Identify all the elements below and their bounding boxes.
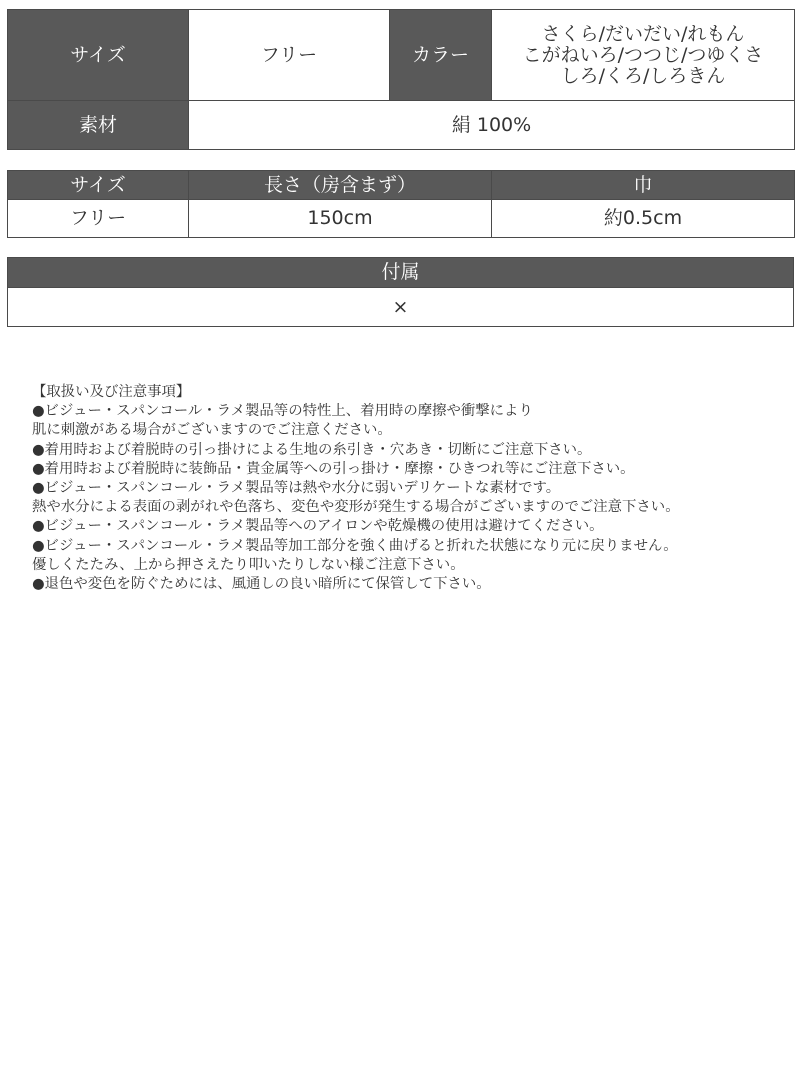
spec-table — [7, 9, 795, 150]
color-value — [492, 10, 795, 101]
dimension-size-value: フリー — [8, 200, 189, 238]
accessory-value: × — [8, 288, 794, 327]
care-notes-title: 【取扱い及び注意事項】 — [32, 384, 191, 400]
care-notes — [32, 383, 792, 594]
care-note-line: ●ビジュー・スパンコール・ラメ製品等加工部分を強く曲げると折れた状態になり元に戻りません。 — [32, 537, 678, 554]
dimension-width-value: 約0.5cm — [492, 200, 795, 238]
dimension-header-length: 長さ（房含まず） — [189, 171, 492, 200]
dimension-header-width: 巾 — [492, 171, 795, 200]
dimension-length-value: 150cm — [189, 200, 492, 238]
dimension-header-size: サイズ — [8, 171, 189, 200]
color-line: こがねいろ/つつじ/つゆくさ — [522, 43, 764, 66]
color-label: カラー — [390, 10, 492, 101]
color-line: しろ/くろ/しろきん — [560, 64, 726, 87]
care-note-line: ●ビジュー・スパンコール・ラメ製品等の特性上、着用時の摩擦や衝撃により — [32, 403, 533, 420]
care-note-line: ●着用時および着脱時の引っ掛けによる生地の糸引き・穴あき・切断にご注意下さい。 — [32, 441, 592, 458]
material-label: 素材 — [8, 101, 189, 150]
care-note-line: ●着用時および着脱時に装飾品・貴金属等への引っ掛け・摩擦・ひきつれ等にご注意下さい。 — [32, 460, 635, 477]
dimension-table — [7, 170, 795, 238]
care-note-line: 熱や水分による表面の剥がれや色落ち、変色や変形が発生する場合がございますのでご注意下さい。 — [32, 499, 680, 516]
care-note-line: ●ビジュー・スパンコール・ラメ製品等は熱や水分に弱いデリケートな素材です。 — [32, 480, 561, 497]
accessory-header: 付属 — [8, 258, 794, 288]
size-label: サイズ — [8, 10, 189, 101]
care-note-line: ●ビジュー・スパンコール・ラメ製品等へのアイロンや乾燥機の使用は避けてください。 — [32, 518, 604, 535]
care-note-line: ●退色や変色を防ぐためには、風通しの良い暗所にて保管して下さい。 — [32, 576, 491, 593]
color-line: さくら/だいだい/れもん — [541, 22, 745, 45]
accessory-table — [7, 257, 794, 327]
care-note-line: 肌に刺激がある場合がございますのでご注意ください。 — [32, 422, 392, 439]
material-value: 絹 100% — [189, 101, 795, 150]
care-note-line: 優しくたたみ、上から押さえたり叩いたりしない様ご注意下さい。 — [32, 556, 465, 573]
size-value: フリー — [189, 10, 390, 101]
